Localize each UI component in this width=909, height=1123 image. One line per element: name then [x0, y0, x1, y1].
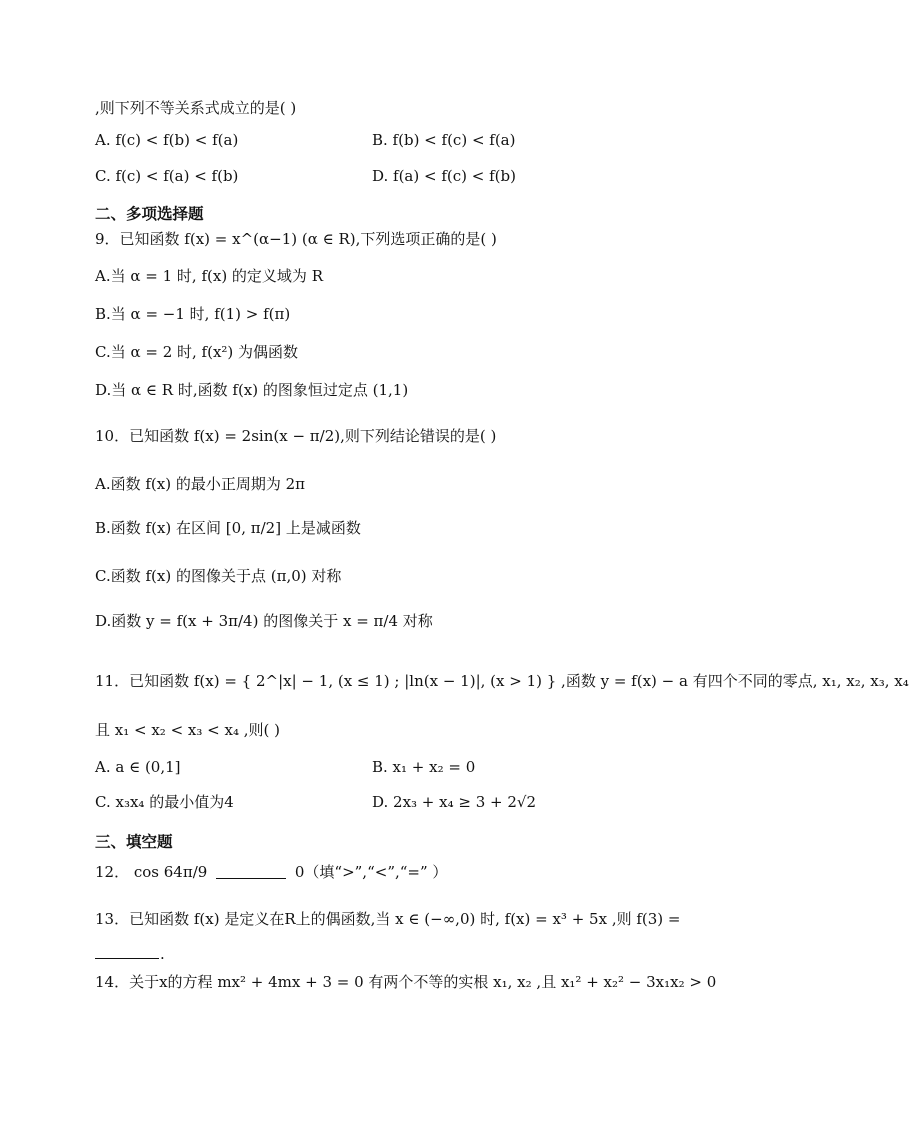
q9-option-a: A.当 α = 1 时, f(x) 的定义域为 R	[95, 267, 323, 285]
q10-option-b: B.函数 f(x) 在区间 [0, π/2] 上是减函数	[95, 519, 361, 537]
q10-option-a: A.函数 f(x) 的最小正周期为 2π	[95, 475, 306, 493]
q13-answer-blank	[95, 958, 159, 959]
q8-option-b: B. f(b) < f(c) < f(a)	[372, 131, 516, 149]
section-title-multiple-choice: 二、多项选择题	[95, 204, 204, 223]
q12-prefix: 12． cos 64π/9	[95, 863, 208, 881]
q13-stem: 13．已知函数 f(x) 是定义在R上的偶函数,当 x ∈ (−∞,0) 时, f(x) = x³ + 5x ,则 f(3) =	[95, 910, 681, 928]
q9-option-b: B.当 α = −1 时, f(1) > f(π)	[95, 305, 291, 323]
q10-option-c: C.函数 f(x) 的图像关于点 (π,0) 对称	[95, 567, 342, 585]
q12-answer-blank	[216, 878, 286, 879]
q11-option-a: A. a ∈ (0,1]	[95, 758, 181, 776]
q12-line	[95, 862, 447, 882]
q14-stem: 14．关于x的方程 mx² + 4mx + 3 = 0 有两个不等的实根 x₁, x₂ ,且 x₁² + x₂² − 3x₁x₂ > 0	[95, 973, 717, 991]
q8-stem: ,则下列不等关系式成立的是( )	[95, 99, 297, 117]
q8-option-c: C. f(c) < f(a) < f(b)	[95, 167, 239, 185]
section-title-fill-in: 三、填空题	[95, 832, 173, 851]
q9-option-c: C.当 α = 2 时, f(x²) 为偶函数	[95, 343, 299, 361]
q11-stem: 11．已知函数 f(x) = { 2^|x| − 1, (x ≤ 1) ; |ln(x − 1)|, (x > 1) } ,函数 y = f(x) − a 有四个不同的零点, x₁, x₂, x₃, x₄	[95, 672, 909, 690]
q13-end-period: .	[160, 945, 165, 963]
q9-option-d: D.当 α ∈ R 时,函数 f(x) 的图象恒过定点 (1,1)	[95, 381, 409, 399]
q10-stem: 10．已知函数 f(x) = 2sin(x − π/2),则下列结论错误的是( )	[95, 427, 497, 445]
q10-option-d: D.函数 y = f(x + 3π/4) 的图像关于 x = π/4 对称	[95, 612, 433, 630]
q11-option-d: D. 2x₃ + x₄ ≥ 3 + 2√2	[372, 793, 537, 811]
q9-stem: 9．已知函数 f(x) = x^(α−1) (α ∈ R),下列选项正确的是( )	[95, 230, 497, 248]
q11-option-c: C. x₃x₄ 的最小值为4	[95, 793, 234, 811]
q12-suffix: 0（填“>”,“<”,“=” ）	[294, 863, 448, 881]
q8-option-a: A. f(c) < f(b) < f(a)	[95, 131, 239, 149]
q8-option-d: D. f(a) < f(c) < f(b)	[372, 167, 516, 185]
q11-option-b: B. x₁ + x₂ = 0	[372, 758, 476, 776]
q11-stem-continuation: 且 x₁ < x₂ < x₃ < x₄ ,则( )	[95, 721, 280, 739]
